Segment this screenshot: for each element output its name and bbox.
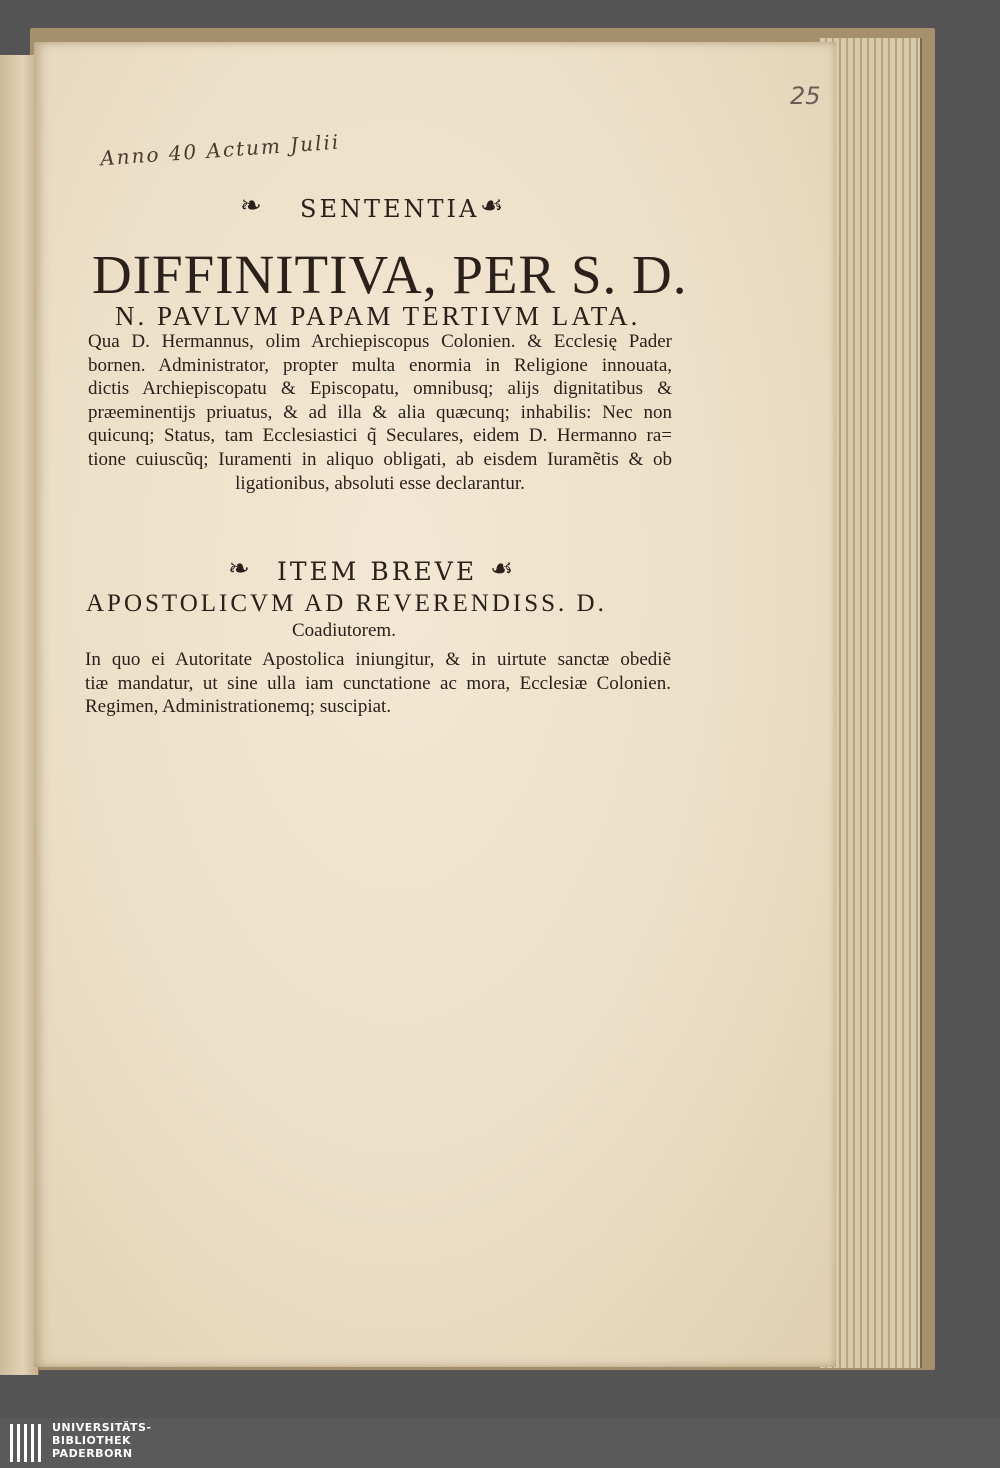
heading-item-breve: ITEM BREVE [277,557,478,586]
heading-coadiutorem: Coadiutorem. [292,620,396,641]
library-name-line: BIBLIOTHEK [52,1434,132,1447]
library-logo-icon [8,1422,46,1464]
body-line: quicunq; Status, tam Ecclesiastici q̃ Seculares, eidem D. Hermanno ra= [88,425,672,447]
second-paragraph [85,648,671,719]
heading-sententia: SENTENTIA [300,195,480,223]
fleuron-right-icon: ☙ [490,554,514,584]
body-line: tione cuiuscũq; Iuramenti in aliquo obligati, ab eisdem Iuramẽtis & ob [88,448,672,470]
handwritten-note: Anno 40 Actum Julii [99,129,341,171]
heading-apostolicum: APOSTOLICVM AD REVERENDISS. D. [86,590,607,617]
body-line: tiæ mandatur, ut sine ulla iam cunctatione ac mora, Ecclesiæ Colonien. [85,672,671,694]
library-name [52,1421,152,1460]
body-line: Regimen, Administrationemq; suscipiat. [85,696,392,718]
fleuron-left-icon: ❧ [240,191,262,221]
library-name-line: PADERBORN [52,1447,133,1460]
body-line: ligationibus, absoluti esse declarantur. [235,472,525,494]
heading-diffinitiva: DIFFINITIVA, PER S. D. [92,244,688,305]
fleuron-left-icon: ❧ [228,554,250,584]
library-footer [0,1418,1000,1468]
body-paragraph [88,330,672,495]
fleuron-right-icon: ☙ [480,191,504,221]
library-name-line: UNIVERSITÄTS- [52,1421,152,1434]
body-line: In quo ei Autoritate Apostolica iniungitur, & in uirtute sanctæ obediẽ [85,649,671,670]
body-line: dictis Archiepiscopatu & Episcopatu, omnibusq; alijs dignitatibus & [88,378,672,400]
folio-number: 25 [790,82,821,110]
body-line: bornen. Administrator, propter multa enormia in Religione innouata, [88,354,672,376]
body-line: Qua D. Hermannus, olim Archiepiscopus Colonien. & Ecclesię Pader [88,331,672,352]
heading-paulum: N. PAVLVM PAPAM TERTIVM LATA. [115,301,641,331]
body-line: præeminentijs priuatus, & ad illa & alia quæcunq; inhabilis: Nec non [88,401,672,423]
